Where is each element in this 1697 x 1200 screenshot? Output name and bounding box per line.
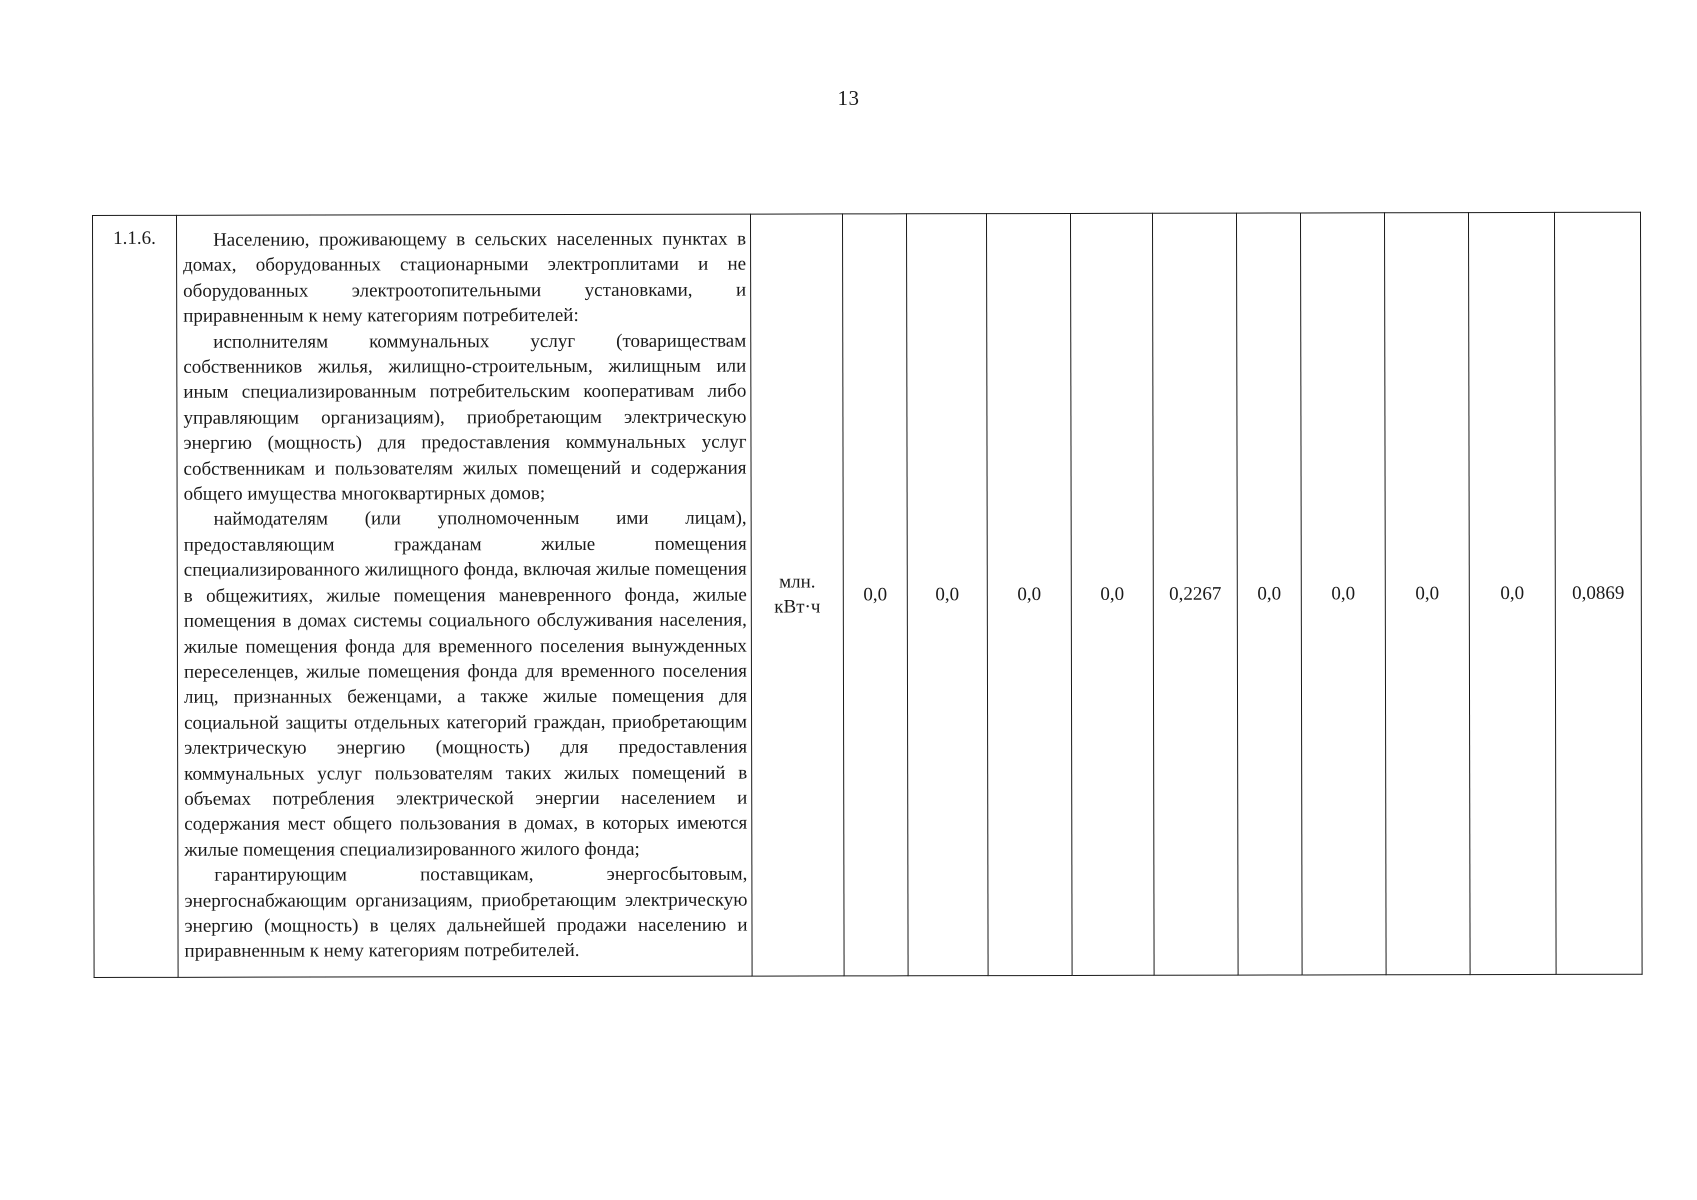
value-cell: 0,0 xyxy=(1468,212,1556,974)
description-paragraph: исполнителям коммунальных услуг (товариществам собственников жилья, жилищно-строительным, жилищным или иным специализированным потребительским кооперативам либо управляющим организациям), приобретающим электрическую энергию (мощность) для предоставления коммунальных услуг собственникам и пользователям жилых помещений и содержания общего имущества многоквартирных домов; xyxy=(183,330,747,505)
row-number: 1.1.6. xyxy=(93,215,179,977)
unit-cell xyxy=(750,214,844,976)
value-cell: 0,0 xyxy=(986,213,1072,975)
tariff-table xyxy=(92,212,1643,978)
value-cell: 0,0 xyxy=(1384,213,1470,975)
value-cell: 0,0 xyxy=(1070,213,1154,975)
page-number: 13 xyxy=(837,86,860,110)
row-description xyxy=(177,214,753,977)
value-cell: 0,0 xyxy=(842,214,908,976)
unit-label: кВт·ч xyxy=(774,596,821,618)
value-cell: 0,2267 xyxy=(1152,213,1238,975)
table-row xyxy=(93,212,1643,977)
value-cell: 0,0 xyxy=(906,214,988,976)
unit-label: млн. xyxy=(779,571,816,593)
description-paragraph: наймодателям (или уполномоченным ими лицам), предоставляющим гражданам жилые помещения специализированного жилищного фонда, включая жилые помещения в общежитиях, жилые помещения маневренного фонда, жилые помещения в домах системы социального обслуживания населения, жилые помещения фонда для временного поселения вынужденных переселенцев, жилые помещения фонда для временного поселения лиц, признанных беженцами, а также жилые помещения для социальной защиты отдельных категорий граждан, приобретающим электрическую энергию (мощность) для предоставления коммунальных услуг пользователям таких жилых помещений в объемах потребления электрической энергии населением и содержания мест общего пользования в домах, в которых имеются жилые помещения специализированного жилого фонда; xyxy=(183,508,748,861)
description-paragraph: гарантирующим поставщикам, энергосбытовым, энергоснабжающим организациям, приобретающим электрическую энергию (мощность) в целях дальнейшей продажи населению и приравненным к нему категориям потребителей. xyxy=(184,863,748,963)
value-cell: 0,0 xyxy=(1236,213,1302,975)
description-paragraph: Населению, проживающему в сельских населенных пунктах в домах, оборудованных стационарными электроплитами и не оборудованных электроотопительными установками, и приравненным к нему категориям потребителей: xyxy=(183,228,747,328)
value-cell: 0,0869 xyxy=(1554,212,1642,974)
value-cell: 0,0 xyxy=(1300,213,1386,975)
